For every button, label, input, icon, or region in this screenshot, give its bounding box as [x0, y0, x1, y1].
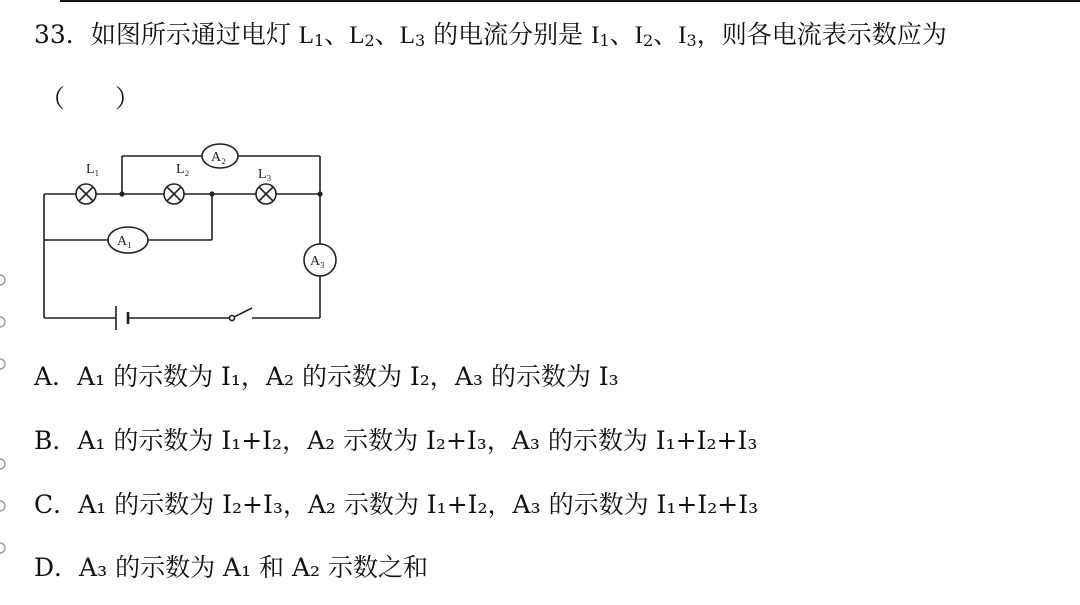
current-symbol: I [678, 22, 687, 49]
question-number: 33． [34, 20, 91, 49]
stem-suffix: ，则各电流表示数应为 [696, 20, 947, 49]
separator: 、 [653, 20, 679, 49]
current-subscript: 1 [599, 31, 610, 50]
lamp-l1 [76, 184, 96, 204]
junction-dot [119, 191, 124, 196]
answer-blank: （ ） [40, 84, 141, 113]
binding-hole [0, 359, 5, 369]
circuit-diagram [30, 136, 350, 336]
option-a[interactable]: A．A₁ 的示数为 I₁，A₂ 的示数为 I₂，A₃ 的示数为 I₃ [34, 362, 619, 391]
binding-hole [0, 459, 5, 469]
lamp-subscript: 1 [314, 31, 325, 50]
lamp-l2 [164, 184, 184, 204]
lamp-subscript: 3 [415, 31, 426, 50]
binding-hole [0, 543, 5, 553]
ammeter-label-a3: A₃ [310, 254, 325, 269]
lamp-symbol: L [399, 22, 416, 49]
ammeter-label-a1: A₁ [117, 234, 132, 249]
current-subscript: 3 [686, 31, 697, 50]
current-symbol: I [591, 22, 600, 49]
stem-prefix: 如图所示通过电灯 [90, 20, 299, 49]
separator: 、 [374, 20, 400, 49]
top-rule [60, 0, 1080, 2]
question-stem [34, 20, 947, 56]
separator: 、 [609, 20, 635, 49]
lamp-label-l2: L₂ [176, 162, 190, 177]
lamp-symbol: L [349, 22, 365, 49]
current-symbol: I [634, 22, 643, 49]
junction-dot [209, 191, 214, 196]
junction-dot [317, 191, 322, 196]
current-subscript: 2 [642, 31, 654, 50]
switch-lever [234, 308, 252, 317]
margin-holes [0, 0, 12, 605]
lamp-subscript: 2 [364, 31, 375, 50]
binding-hole [0, 317, 5, 327]
option-d[interactable]: D．A₃ 的示数为 A₁ 和 A₂ 示数之和 [34, 553, 429, 582]
stem-middle: 的电流分别是 [425, 20, 592, 49]
lamp-label-l3: L₃ [258, 167, 272, 182]
ammeter-label-a2: A₂ [211, 150, 226, 165]
option-b[interactable]: B．A₁ 的示数为 I₁+I₂，A₂ 示数为 I₂+I₃，A₃ 的示数为 I₁+I₂+I₃ [34, 426, 758, 455]
separator: 、 [324, 20, 350, 49]
binding-hole [0, 275, 5, 285]
lamp-symbol: L [298, 22, 315, 49]
lamp-label-l1: L₁ [86, 162, 100, 177]
lamp-l3 [256, 184, 276, 204]
binding-hole [0, 501, 5, 511]
option-c[interactable]: C．A₁ 的示数为 I₂+I₃，A₂ 示数为 I₁+I₂，A₃ 的示数为 I₁+I₂+I₃ [34, 490, 759, 519]
